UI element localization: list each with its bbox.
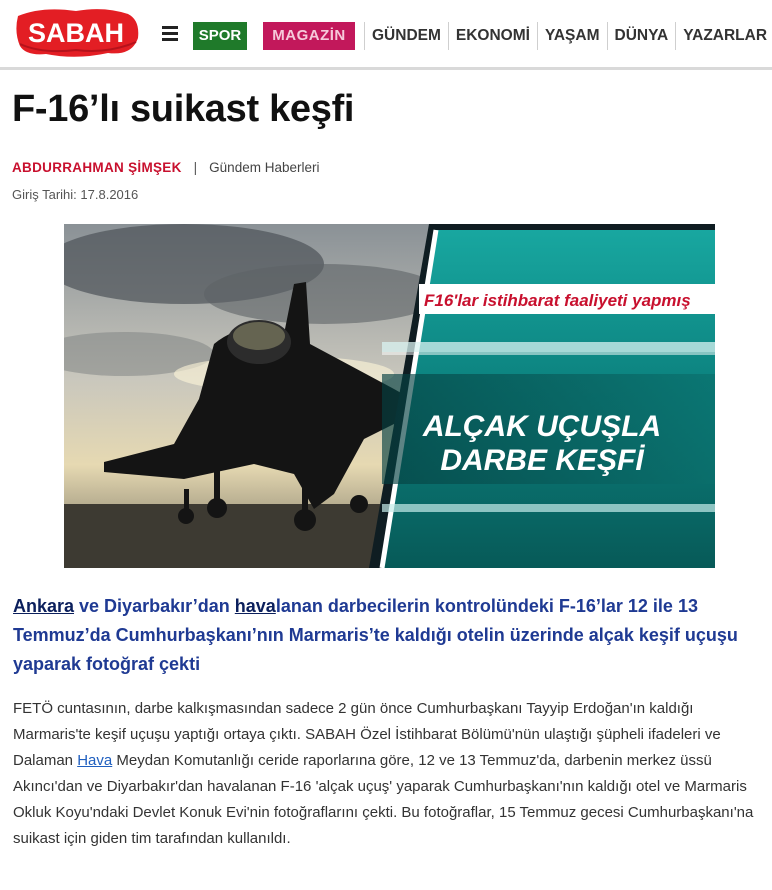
lead-text-1: ve Diyarbakır’dan <box>74 596 235 616</box>
article-title: F-16’lı suikast keşfi <box>12 88 355 130</box>
logo-text: SABAH <box>27 18 125 48</box>
body-text-2: Meydan Komutanlığı ceride raporlarına göre, 12 ve 13 Temmuz'da, darbenin merkez üssü Akıncı'dan ve Diyarbakır'dan havalanan F-16 'alçak uçuş' yaparak Cumhurbaşkanı'nın kaldığı otel ve Marmaris Okluk Koyu'ndaki Devlet Konuk Evi'nin fotoğraflarını çekti. Bu fotoğraflar, 15 Temmuz gecesi Cumhurbaşkanı'na suikast için giden tim tarafından kullanıldı. <box>13 752 754 847</box>
lead-link-hava[interactable]: hava <box>234 596 276 616</box>
lead-text-2: lanan darbecilerin kontrolündeki F-16’lar 12 ile 13 Temmuz’da Cumhurbaşkanı’nın Marmaris’te kaldığı otelin üzerinde alçak keşif uçuşu yaparak fotoğraf çekti <box>13 596 738 674</box>
main-nav <box>364 22 772 50</box>
hero-image[interactable] <box>64 224 715 568</box>
banner-line-1: ALÇAK UÇUŞLA <box>422 410 662 443</box>
category-link[interactable]: Gündem Haberleri <box>209 160 320 175</box>
nav-link-ekonomi[interactable]: EKONOMİ <box>448 22 537 50</box>
sabah-logo[interactable] <box>12 6 140 60</box>
nav-magazin-button[interactable]: MAGAZİN <box>263 22 355 50</box>
lead-link-ankara[interactable]: Ankara <box>13 596 75 616</box>
body-text-1: FETÖ cuntasının, darbe kalkışmasından sadece 2 gün önce Cumhurbaşkanı Tayyip Erdoğan'ın kaldığı Marmaris'te keşif uçuşu yaptığı ortaya çıktı. SABAH Özel İstihbarat Bölümü'nün ulaştığı şüpheli ifadeleri ve Dalaman <box>13 700 721 769</box>
date-value: 17.8.2016 <box>80 187 139 202</box>
banner-subtitle: F16'lar istihbarat faaliyeti yapmış <box>424 291 691 310</box>
banner-line-2: DARBE KEŞFİ <box>440 444 644 477</box>
menu-icon[interactable] <box>162 26 178 41</box>
author-link[interactable]: ABDURRAHMAN ŞİMŞEK <box>12 160 182 175</box>
byline-separator: | <box>193 160 198 175</box>
nav-link-dunya[interactable]: DÜNYA <box>607 22 676 50</box>
top-navigation-bar <box>0 0 772 70</box>
article-body <box>13 696 763 852</box>
date-label: Giriş Tarihi: <box>12 187 77 202</box>
body-link-hava[interactable]: Hava <box>77 752 113 769</box>
article-lead <box>13 592 758 679</box>
publish-date <box>12 187 138 202</box>
nav-link-gundem[interactable]: GÜNDEM <box>364 22 448 50</box>
byline <box>12 160 319 175</box>
nav-link-yasam[interactable]: YAŞAM <box>537 22 607 50</box>
nav-spor-button[interactable]: SPOR <box>193 22 247 50</box>
nav-link-yazarlar[interactable]: YAZARLAR <box>675 22 772 50</box>
